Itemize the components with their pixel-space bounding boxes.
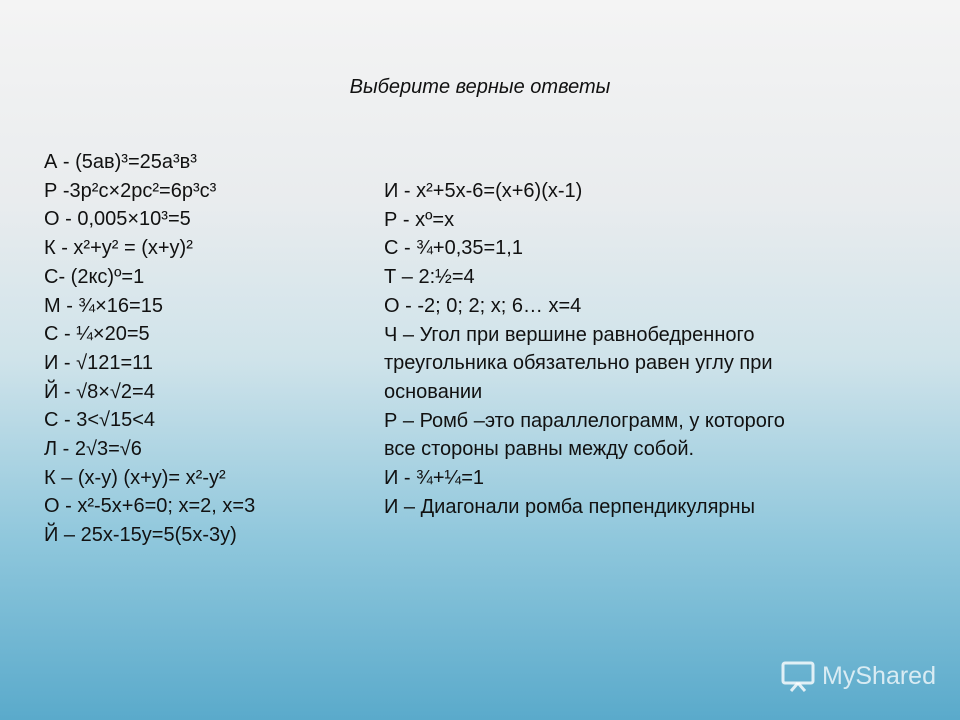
watermark-text: MyShared <box>822 661 936 690</box>
list-item: А - (5ав)³=25а³в³ <box>44 151 197 173</box>
list-item: Л - 2√3=√6 <box>44 438 142 461</box>
presentation-board-icon <box>780 660 816 692</box>
list-item: все стороны равны между собой. <box>384 438 695 461</box>
right-answers-list <box>384 177 785 521</box>
list-item: О - -2; 0; 2; х; 6… х=4 <box>384 294 582 317</box>
list-item: О - х²-5х+6=0; х=2, х=3 <box>44 495 256 518</box>
list-item: К – (х-у) (х+у)= х²-у² <box>44 466 226 489</box>
list-item: И - ¾+¼=1 <box>384 467 484 490</box>
list-item: И - х²+5х-6=(х+6)(х-1) <box>384 180 583 202</box>
list-item: Ч – Угол при вершине равнобедренного <box>384 323 755 346</box>
list-item: С - ¾+0,35=1,1 <box>384 237 523 260</box>
list-item: Т – 2:½=4 <box>384 266 475 289</box>
list-item: С - ¼×20=5 <box>44 323 150 346</box>
myshared-watermark[interactable] <box>780 660 936 692</box>
list-item: И – Диагонали ромба перпендикулярны <box>384 495 755 518</box>
list-item: И - √121=11 <box>44 351 153 374</box>
left-answers-list <box>44 148 255 550</box>
slide-title: Выберите верные ответы <box>349 76 611 98</box>
list-item: Р - хº=х <box>384 208 455 231</box>
list-item: К - х²+у² = (х+у)² <box>44 237 193 260</box>
list-item: Р – Ромб –это параллелограмм, у которого <box>384 409 785 432</box>
list-item: О - 0,005×10³=5 <box>44 208 191 231</box>
list-item: Й – 25х-15у=5(5х-3у) <box>44 524 237 547</box>
list-item: С- (2кс)º=1 <box>44 265 145 288</box>
list-item: М - ¾×16=15 <box>44 294 163 317</box>
list-item: С - 3<√15<4 <box>44 409 156 432</box>
list-item: Й - √8×√2=4 <box>44 380 155 403</box>
list-item: основании <box>384 380 483 403</box>
list-item: Р -3р²с×2рс²=6р³с³ <box>44 179 217 202</box>
list-item: треугольника обязательно равен углу при <box>384 352 773 375</box>
